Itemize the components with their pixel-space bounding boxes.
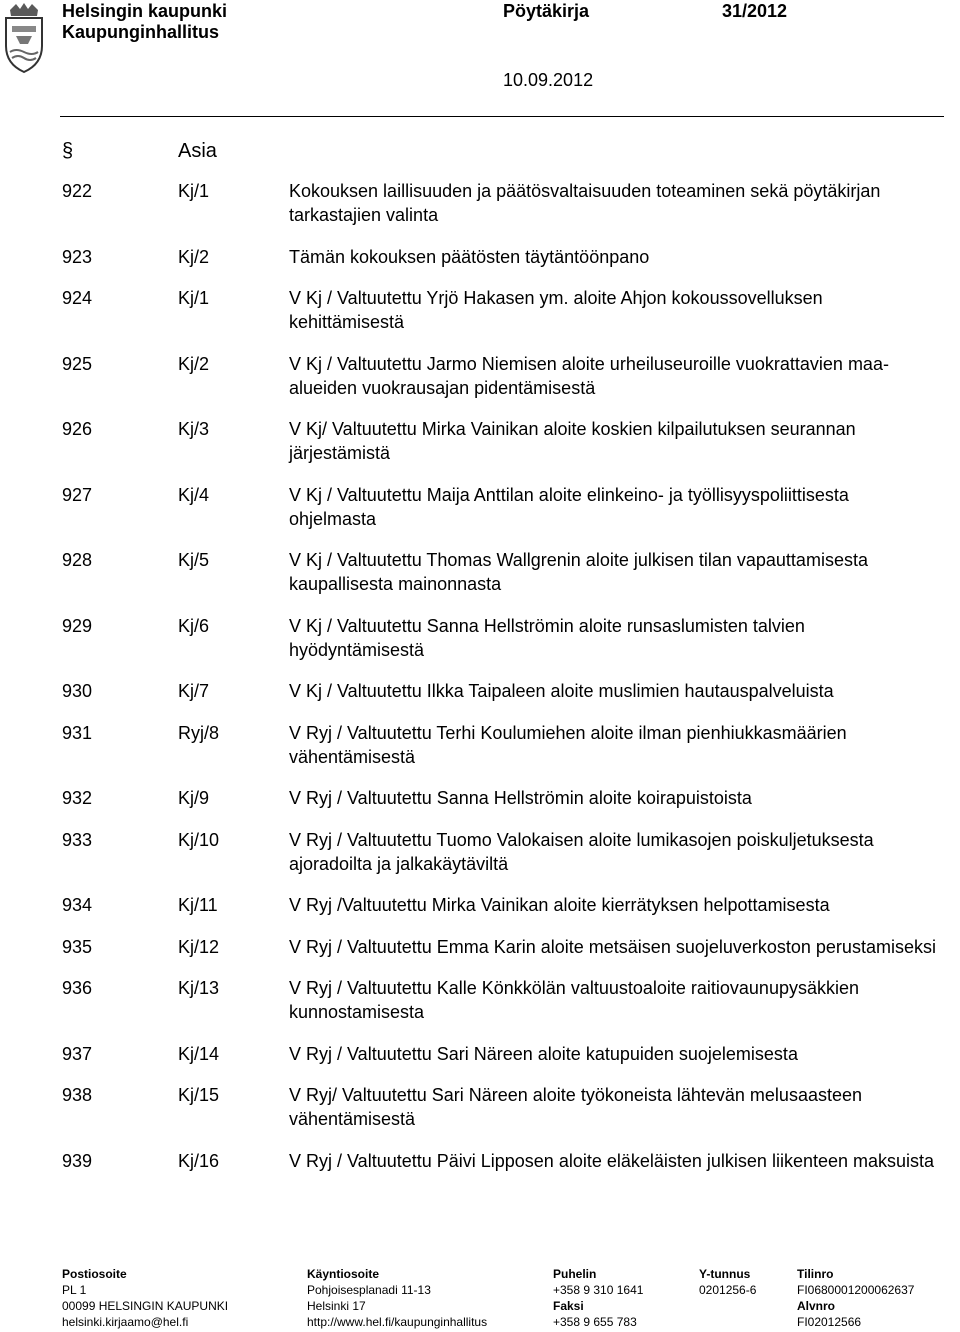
meeting-date: 10.09.2012 <box>503 70 594 90</box>
section-number: 924 <box>62 288 93 308</box>
fax-number: +358 9 655 783 <box>553 1315 637 1329</box>
agenda-row <box>0 721 960 769</box>
agenda-title: V Kj / Valtuutettu Sanna Hellströmin aloite runsaslumisten talvien hyödyntämisestä <box>289 615 805 660</box>
agenda-title: V Ryj / Valtuutettu Sanna Hellströmin aloite koirapuistoista <box>289 788 752 808</box>
agenda-row <box>0 679 960 703</box>
agenda-row <box>0 179 960 227</box>
doc-number: 31/2012 <box>722 1 788 21</box>
org-name: Helsingin kaupunki <box>62 1 228 21</box>
agenda-title: V Ryj / Valtuutettu Päivi Lipposen aloite eläkeläisten julkisen liikenteen maksuista <box>289 1150 935 1171</box>
section-number: 922 <box>62 181 93 201</box>
section-number: 932 <box>62 788 93 808</box>
footer-email: helsinki.kirjaamo@hel.fi <box>62 1315 189 1329</box>
vat-number: FI02012566 <box>797 1315 862 1329</box>
agenda-title: Tämän kokouksen päätösten täytäntöönpano <box>289 246 650 267</box>
footer-label: Y-tunnus <box>699 1267 751 1281</box>
agenda-title: V Kj / Valtuutettu Thomas Wallgrenin aloite julkisen tilan vapauttamisesta kaupallisesta mainonnasta <box>289 550 868 594</box>
section-number: 928 <box>62 550 93 570</box>
preparer-code: Kj/16 <box>178 1150 220 1171</box>
helsinki-crest-icon <box>2 2 46 74</box>
agenda-title: V Kj / Valtuutettu Jarmo Niemisen aloite urheiluseuroille vuokrattavien maa-alueiden vuokrausajan pidentämisestä <box>289 353 889 398</box>
agenda-title: Kokouksen laillisuuden ja päätösvaltaisuuden toteaminen sekä pöytäkirjan tarkastajien valinta <box>289 181 881 225</box>
preparer-code: Kj/2 <box>178 246 210 267</box>
section-number: 939 <box>62 1150 93 1171</box>
footer-line: 00099 HELSINGIN KAUPUNKI <box>62 1299 229 1313</box>
preparer-code: Kj/13 <box>178 978 220 998</box>
agenda-title: V Kj / Valtuutettu Yrjö Hakasen ym. aloite Ahjon kokoussovelluksen kehittämisestä <box>289 288 823 332</box>
agenda-row <box>0 976 960 1024</box>
section-number: 936 <box>62 978 93 998</box>
agenda-row <box>0 893 960 917</box>
agenda-row <box>0 1042 960 1066</box>
footer-visiting-address <box>307 1266 487 1330</box>
footer-account <box>797 1266 914 1330</box>
business-id: 0201256-6 <box>699 1283 757 1297</box>
footer-business-id <box>699 1266 756 1298</box>
agenda-title: V Ryj / Valtuutettu Kalle Könkkölän valtuustoaloite raitiovaunupysäkkien kunnostamisesta <box>289 978 859 1022</box>
footer-label: Tilinro <box>797 1267 834 1281</box>
agenda-title: V Kj/ Valtuutettu Mirka Vainikan aloite koskien kilpailutuksen seurannan järjestämistä <box>289 419 856 463</box>
phone-number: +358 9 310 1641 <box>553 1283 644 1297</box>
agenda-row <box>0 828 960 876</box>
preparer-code: Kj/1 <box>178 181 210 201</box>
agenda-title: V Ryj / Valtuutettu Emma Karin aloite metsäisen suojeluverkoston perustamiseksi <box>289 936 936 957</box>
preparer-code: Kj/15 <box>178 1085 220 1105</box>
section-number: 930 <box>62 681 93 701</box>
footer-url: http://www.hel.fi/kaupunginhallitus <box>307 1315 488 1329</box>
agenda-row <box>0 548 960 596</box>
agenda-row <box>0 245 960 269</box>
agenda-row <box>0 786 960 810</box>
agenda-row <box>0 1083 960 1131</box>
section-number: 923 <box>62 246 93 267</box>
agenda-title: V Ryj / Valtuutettu Sari Näreen aloite katupuiden suojelemisesta <box>289 1043 798 1064</box>
footer-postal-address <box>62 1266 228 1330</box>
agenda-list <box>0 179 960 1190</box>
preparer-code: Kj/6 <box>178 615 210 636</box>
footer-label: Käyntiosoite <box>307 1267 380 1281</box>
section-number: 926 <box>62 419 93 439</box>
footer-phone <box>553 1266 643 1330</box>
account-number: FI0680001200062637 <box>797 1283 915 1297</box>
agenda-title: V Kj / Valtuutettu Ilkka Taipaleen aloite muslimien hautauspalveluista <box>289 681 834 701</box>
preparer-code: Kj/14 <box>178 1043 220 1064</box>
agenda-title: V Ryj / Valtuutettu Tuomo Valokaisen aloite lumikasojen poiskuljetuksesta ajoradoilta ja jalkakäytäviltä <box>289 829 874 874</box>
section-number: 937 <box>62 1043 93 1064</box>
agenda-row <box>0 286 960 334</box>
section-number: 929 <box>62 615 93 636</box>
agenda-row <box>0 417 960 465</box>
preparer-code: Kj/5 <box>178 550 210 570</box>
section-number: 931 <box>62 722 93 743</box>
preparer-code: Kj/12 <box>178 936 220 957</box>
preparer-code: Kj/3 <box>178 419 210 439</box>
preparer-code: Ryj/8 <box>178 722 220 743</box>
section-number: 935 <box>62 936 93 957</box>
preparer-code: Kj/7 <box>178 681 210 701</box>
agenda-title: V Ryj /Valtuutettu Mirka Vainikan aloite kierrätyksen helpottamisesta <box>289 895 830 915</box>
preparer-code: Kj/1 <box>178 288 210 308</box>
footer-line: Helsinki 17 <box>307 1299 366 1313</box>
footer-label: Postiosoite <box>62 1267 127 1281</box>
header-divider <box>60 116 944 117</box>
section-number: 925 <box>62 353 93 374</box>
agenda-title: V Ryj / Valtuutettu Terhi Koulumiehen aloite ilman pienhiukkasmäärien vähentämisestä <box>289 722 847 767</box>
preparer-code: Kj/9 <box>178 788 210 808</box>
footer-line: PL 1 <box>62 1283 87 1297</box>
agenda-title: V Ryj/ Valtuutettu Sari Näreen aloite työkoneista lähtevän melusaasteen vähentämisestä <box>289 1085 862 1129</box>
agenda-row <box>0 1149 960 1173</box>
footer-line: Pohjoisesplanadi 11-13 <box>307 1283 431 1297</box>
agenda-row <box>0 483 960 531</box>
footer-label: Puhelin <box>553 1267 597 1281</box>
preparer-code: Kj/11 <box>178 895 218 915</box>
agenda-row <box>0 614 960 662</box>
preparer-code: Kj/10 <box>178 829 220 850</box>
preparer-code: Kj/2 <box>178 353 210 374</box>
body-name: Kaupunginhallitus <box>62 22 219 42</box>
subject-column-header: Asia <box>178 140 217 162</box>
agenda-row <box>0 352 960 400</box>
section-number: 938 <box>62 1085 93 1105</box>
agenda-title: V Kj / Valtuutettu Maija Anttilan aloite elinkeino- ja työllisyyspoliittisesta ohjelmasta <box>289 484 849 529</box>
section-number: 927 <box>62 484 93 505</box>
section-number: 934 <box>62 895 93 915</box>
footer-label: Faksi <box>553 1299 584 1313</box>
agenda-row <box>0 935 960 959</box>
preparer-code: Kj/4 <box>178 484 210 505</box>
section-number: 933 <box>62 829 93 850</box>
doc-type: Pöytäkirja <box>503 1 590 21</box>
footer-label: Alvnro <box>797 1299 836 1313</box>
section-mark: § <box>62 140 74 162</box>
